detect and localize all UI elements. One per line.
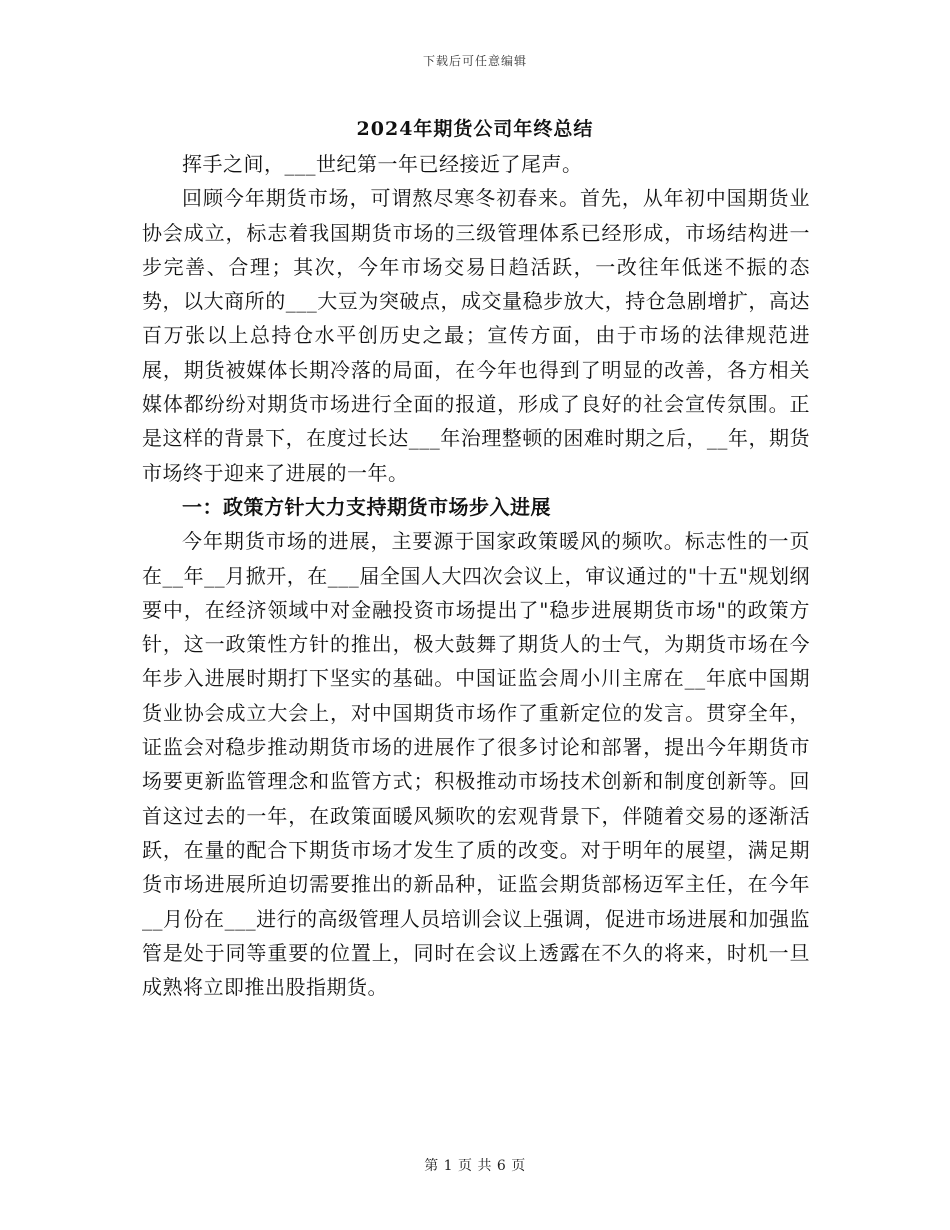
document-title: 2024年期货公司年终总结 [356,118,594,140]
paragraph-opening: 挥手之间，___世纪第一年已经接近了尾声。 [182,152,583,176]
section-heading-policy: 一：政策方针大力支持期货市场步入进展 [182,494,551,519]
document-body [142,147,810,1004]
paragraph-review: 回顾今年期货市场，可谓熬尽寒冬初春来。首先，从年初中国期货业协会成立，标志着我国期货市场的三级管理体系已经形成，市场结构进一步完善、合理；其次，今年市场交易日趋活跃，一改往年低迷不振的态势，以大商所的___大豆为突破点，成交量稳步放大，持仓急剧增扩，高达百万张以上总持仓水平创历史之最；宣传方面，由于市场的法律规范进展，期货被媒体长期冷落的局面，在今年也得到了明显的改善，各方相关媒体都纷纷对期货市场进行全面的报道，形成了良好的社会宣传氛围。正是这样的背景下，在度过长达___年治理整顿的困难时期之后，__年，期货市场终于迎来了进展的一年。 [142,186,810,485]
page-number: 第 1 页 共 6 页 [424,1158,526,1174]
paragraph-policy: 今年期货市场的进展，主要源于国家政策暖风的频吹。标志性的一页在__年__月掀开，在___届全国人大四次会议上，审议通过的"十五"规划纲要中，在经济领域中对金融投资市场提出了"稳步进展期货市场"的政策方针，这一政策性方针的推出，极大鼓舞了期货人的士气，为期货市场在今年步入进展时期打下坚实的基础。中国证监会周小川主席在__年底中国期货业协会成立大会上，对中国期货市场作了重新定位的发言。贯穿全年，证监会对稳步推动期货市场的进展作了很多讨论和部署，提出今年期货市场要更新监管理念和监管方式；积极推动市场技术创新和制度创新等。回首这过去的一年，在政策面暖风频吹的宏观背景下，伴随着交易的逐渐活跃，在量的配合下期货市场才发生了质的改变。对于明年的展望，满足期货市场进展所迫切需要推出的新品种，证监会期货部杨迈军主任，在今年__月份在___进行的高级管理人员培训会议上强调，促进市场进展和加强监管是处于同等重要的位置上，同时在会议上透露在不久的将来，时机一旦成熟将立即推出股指期货。 [142,529,810,1000]
page-header-note: 下载后可任意编辑 [422,54,527,68]
